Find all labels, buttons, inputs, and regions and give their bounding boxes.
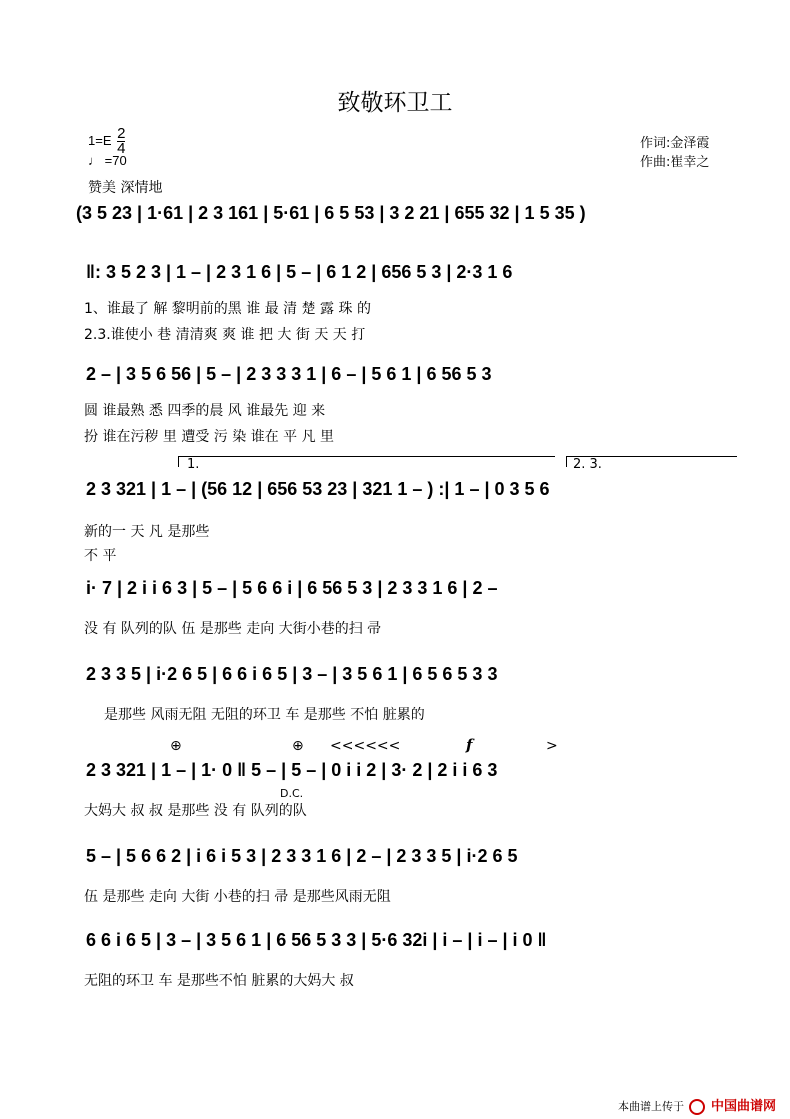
composer: 作曲:崔幸之	[640, 155, 710, 170]
lyric-line-1: 大妈大 叔 叔 是那些 没 有 队列的队	[84, 803, 307, 819]
lyric-line-1: 是那些 风雨无阻 无阻的环卫 车 是那些 不怕 脏累的	[104, 707, 425, 723]
footer	[618, 1095, 776, 1115]
site-logo-icon	[689, 1099, 705, 1115]
song-title: 致敬环卫工	[337, 90, 453, 116]
lyric-line-1: 没 有 队列的队 伍 是那些 走向 大街小巷的扫 帚	[84, 621, 382, 637]
tempo-value: =70	[104, 153, 127, 168]
time-signature	[117, 127, 125, 156]
volta-23-label: 2. 3.	[573, 457, 602, 472]
lyric-line-1: 圆 谁最熟 悉 四季的晨 风 谁最先 迎 来	[84, 403, 326, 419]
crescendo-hairpin-icon: <<<<<<	[330, 738, 401, 754]
expression-marking: 赞美 深情地	[88, 180, 163, 196]
lyric-line-1: 伍 是那些 走向 大街 小巷的扫 帚 是那些风雨无阻	[84, 889, 391, 905]
system-notes: 5 – | 5 6 6 2 | i 6 i 5 3 | 2 3 3 1 6 | 2 – | 2 3 3 5 | i·2 6 5	[86, 846, 518, 866]
system-notes: 2 3 321 | 1 – | (56 12 | 656 53 23 | 321 1 – ) :| 1 – | 0 3 5 6	[86, 479, 550, 499]
dynamic-forte: f	[466, 736, 473, 754]
key-label: 1=E	[88, 132, 112, 148]
coda-icon: ⊕	[292, 738, 304, 754]
system-notes: ‖: 3 5 2 3 | 1 – | 2 3 1 6 | 5 – | 6 1 2 | 656 5 3 | 2·3 1 6	[86, 262, 513, 282]
lyric-line-2: 2.3.谁使小 巷 清清爽 爽 谁 把 大 街 天 天 打	[84, 327, 366, 343]
system-notes: 2 – | 3 5 6 56 | 5 – | 2 3 3 3 1 | 6 – | 5 6 1 | 6 56 5 3	[86, 364, 492, 384]
system-notes: (3 5 23 | 1·61 | 2 3 161 | 5·61 | 6 5 53 | 3 2 21 | 655 32 | 1 5 35 )	[76, 203, 586, 223]
time-signature-bottom: 4	[117, 140, 126, 157]
accent-mark: >	[546, 738, 558, 754]
quarter-note-icon: ♩	[88, 153, 101, 168]
tempo-marking	[88, 153, 127, 168]
system-notes: i· 7 | 2 i i 6 3 | 5 – | 5 6 6 i | 6 56 5 3 | 2 3 3 1 6 | 2 –	[86, 578, 498, 598]
key-signature	[88, 127, 125, 156]
volta-1-label: 1.	[187, 457, 200, 472]
footer-text: 本曲谱上传于	[617, 1100, 684, 1113]
system-notes: 2 3 3 5 | i·2 6 5 | 6 6 i 6 5 | 3 – | 3 5 6 1 | 6 5 6 5 3 3	[86, 664, 498, 684]
lyric-line-2: 不 平	[84, 548, 117, 564]
footer-brand: 中国曲谱网	[710, 1099, 776, 1114]
lyric-line-1: 1、谁最了 解 黎明前的黑 谁 最 清 楚 露 珠 的	[84, 301, 371, 317]
coda-icon: ⊕	[170, 738, 182, 754]
lyric-line-1: 无阻的环卫 车 是那些不怕 脏累的大妈大 叔	[84, 973, 354, 989]
lyric-line-2: 扮 谁在污秽 里 遭受 污 染 谁在 平 凡 里	[84, 429, 335, 445]
dc-marking: D.C.	[280, 787, 304, 800]
lyric-line-1: 新的一 天 凡 是那些	[84, 524, 210, 540]
credits	[640, 134, 709, 172]
system-notes: 6 6 i 6 5 | 3 – | 3 5 6 1 | 6 56 5 3 3 | 5·6 32i | i – | i – | i 0 ‖	[86, 930, 547, 950]
time-signature-top: 2	[117, 125, 126, 142]
lyricist: 作词:金泽霞	[640, 136, 710, 151]
system-notes: 2 3 321 | 1 – | 1· 0 ‖ 5 – | 5 – | 0 i i 2 | 3· 2 | 2 i i 6 3	[86, 760, 498, 780]
